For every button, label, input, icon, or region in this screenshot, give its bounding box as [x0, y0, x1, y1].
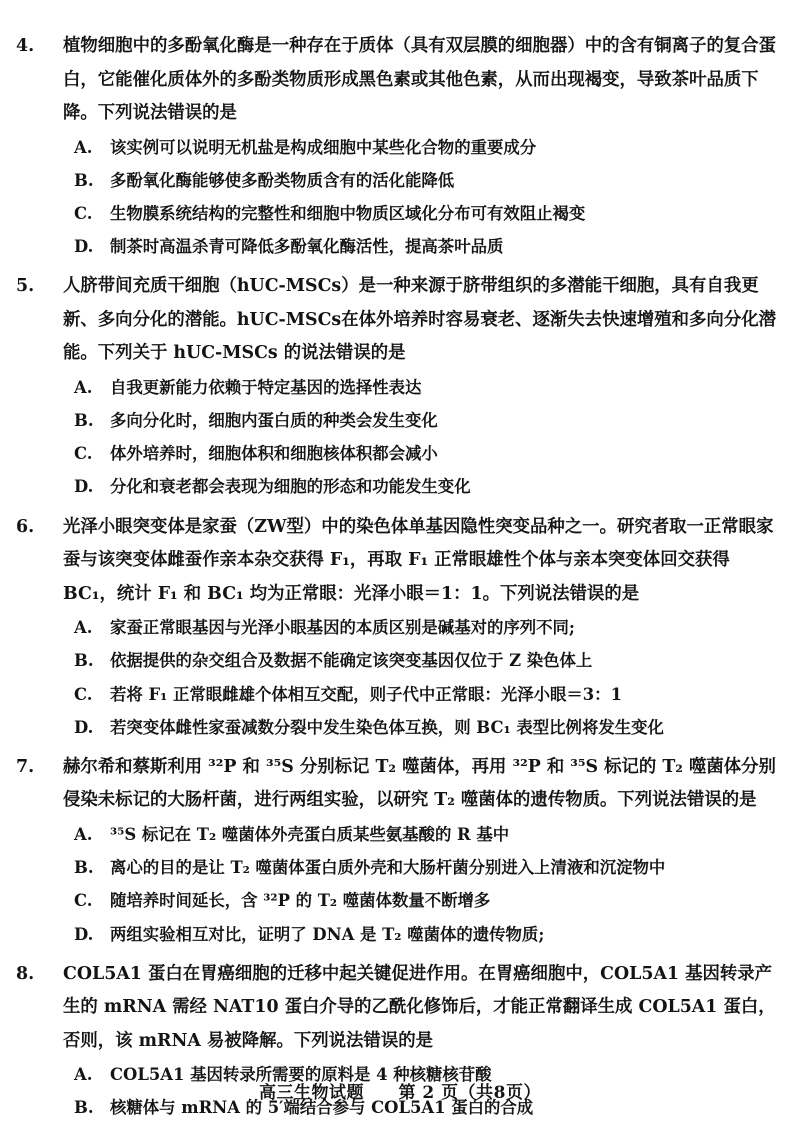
option-text: 随培养时间延长，含 ³²P 的 T₂ 噬菌体数量不断增多 [110, 891, 491, 911]
option-letter: B. [74, 411, 94, 431]
answer-option [8, 611, 792, 644]
answer-option [8, 230, 792, 263]
question-number: 6. [16, 516, 35, 537]
question-stem [8, 958, 792, 1059]
page-footer [0, 1078, 800, 1103]
option-text: 自我更新能力依赖于特定基因的选择性表达 [110, 377, 422, 397]
answer-option [8, 851, 792, 884]
option-text: COL5A1 基因转录所需要的原料是 4 种核糖核苷酸 [110, 1065, 492, 1085]
question-7 [8, 751, 792, 951]
question-list [8, 30, 792, 1125]
question-stem [8, 751, 792, 818]
option-letter: A. [74, 377, 93, 397]
option-letter: B. [74, 858, 94, 878]
option-letter: D. [74, 924, 94, 944]
answer-option [8, 131, 792, 164]
answer-option [8, 164, 792, 197]
option-text: 若将 F₁ 正常眼雌雄个体相互交配，则子代中正常眼：光泽小眼＝3：1 [110, 684, 622, 704]
question-text: COL5A1 蛋白在胃癌细胞的迁移中起关键促进作用。在胃癌细胞中，COL5A1 基因转录产生的 mRNA 需经 NAT10 蛋白介导的乙酰化修饰后，才能正常翻译生成 COL5A1 蛋白，否则，该 mRNA 易被降解。下列说法错误的是 [63, 963, 776, 1051]
option-letter: C. [74, 444, 93, 464]
option-letter: B. [74, 170, 94, 190]
question-stem [8, 511, 792, 612]
option-letter: A. [74, 137, 93, 157]
question-5 [8, 270, 792, 503]
question-number: 8. [16, 963, 35, 984]
answer-option [8, 437, 792, 470]
footer-subject: 高三生物试题 [259, 1083, 365, 1103]
question-text: 光泽小眼突变体是家蚕（ZW型）中的染色体单基因隐性突变品种之一。研究者取一正常眼家蚕与该突变体雌蚕作亲本杂交获得 F₁，再取 F₁ 正常眼雄性个体与亲本突变体回交获得 BC₁，统计 F₁ 和 BC₁ 均为正常眼：光泽小眼＝1：1。下列说法错误的是 [63, 516, 774, 604]
answer-option [8, 711, 792, 744]
answer-option [8, 818, 792, 851]
footer-page-number: 第 2 页（共8页） [398, 1083, 541, 1103]
option-letter: C. [74, 203, 93, 223]
answer-option [8, 197, 792, 230]
option-letter: D. [74, 717, 94, 737]
option-text: 生物膜系统结构的完整性和细胞中物质区域化分布可有效阻止褐变 [110, 203, 586, 223]
option-text: 多酚氧化酶能够使多酚类物质含有的活化能降低 [110, 170, 455, 190]
option-text: 分化和衰老都会表现为细胞的形态和功能发生变化 [110, 477, 471, 497]
answer-option [8, 404, 792, 437]
question-6 [8, 511, 792, 744]
option-letter: C. [74, 684, 93, 704]
question-stem [8, 30, 792, 131]
question-text: 赫尔希和蔡斯利用 ³²P 和 ³⁵S 分别标记 T₂ 噬菌体，再用 ³²P 和 ³⁵S 标记的 T₂ 噬菌体分别侵染未标记的大肠杆菌，进行两组实验，以研究 T₂ 噬菌体的遗传物质。下列说法错误的是 [63, 756, 776, 811]
answer-option [8, 644, 792, 677]
question-4 [8, 30, 792, 263]
option-letter: A. [74, 1065, 93, 1085]
question-number: 5. [16, 276, 35, 297]
option-letter: B. [74, 1098, 94, 1118]
option-text: 体外培养时，细胞体积和细胞核体积都会减小 [110, 444, 438, 464]
answer-option [8, 371, 792, 404]
option-letter: D. [74, 477, 94, 497]
question-text: 植物细胞中的多酚氧化酶是一种存在于质体（具有双层膜的细胞器）中的含有铜离子的复合蛋白，它能催化质体外的多酚类物质形成黑色素或其他色素，从而出现褐变，导致茶叶品质下降。下列说法错误的是 [63, 36, 777, 123]
option-text: 两组实验相互对比，证明了 DNA 是 T₂ 噬菌体的遗传物质; [110, 924, 545, 944]
question-stem [8, 270, 792, 371]
option-text: ³⁵S 标记在 T₂ 噬菌体外壳蛋白质某些氨基酸的 R 基中 [110, 824, 510, 844]
option-letter: A. [74, 824, 93, 844]
option-text: 离心的目的是让 T₂ 噬菌体蛋白质外壳和大肠杆菌分别进入上清液和沉淀物中 [110, 858, 666, 878]
question-text: 人脐带间充质干细胞（hUC-MSCs）是一种来源于脐带组织的多潜能干细胞，具有自我更新、多向分化的潜能。hUC-MSCs在体外培养时容易衰老、逐渐失去快速增殖和多向分化潜能。下列关于 hUC-MSCs 的说法错误的是 [63, 276, 776, 364]
question-number: 4. [16, 36, 35, 56]
answer-option [8, 918, 792, 951]
option-letter: C. [74, 891, 93, 911]
option-text: 多向分化时，细胞内蛋白质的种类会发生变化 [110, 411, 438, 431]
answer-option [8, 470, 792, 503]
option-text: 该实例可以说明无机盐是构成细胞中某些化合物的重要成分 [110, 137, 537, 157]
answer-option [8, 884, 792, 917]
answer-option [8, 678, 792, 711]
option-text: 制茶时高温杀青可降低多酚氧化酶活性，提高茶叶品质 [110, 237, 504, 257]
option-text: 若突变体雌性家蚕减数分裂中发生染色体互换，则 BC₁ 表型比例将发生变化 [110, 717, 664, 737]
question-number: 7. [16, 756, 35, 777]
option-text: 核糖体与 mRNA 的 5′端结合参与 COL5A1 蛋白的合成 [110, 1098, 534, 1118]
option-text: 依据提供的杂交组合及数据不能确定该突变基因仅位于 Z 染色体上 [110, 651, 593, 671]
option-letter: A. [74, 618, 93, 638]
option-letter: D. [74, 237, 94, 257]
option-text: 家蚕正常眼基因与光泽小眼基因的本质区别是碱基对的序列不同; [110, 618, 575, 638]
option-letter: B. [74, 651, 94, 671]
